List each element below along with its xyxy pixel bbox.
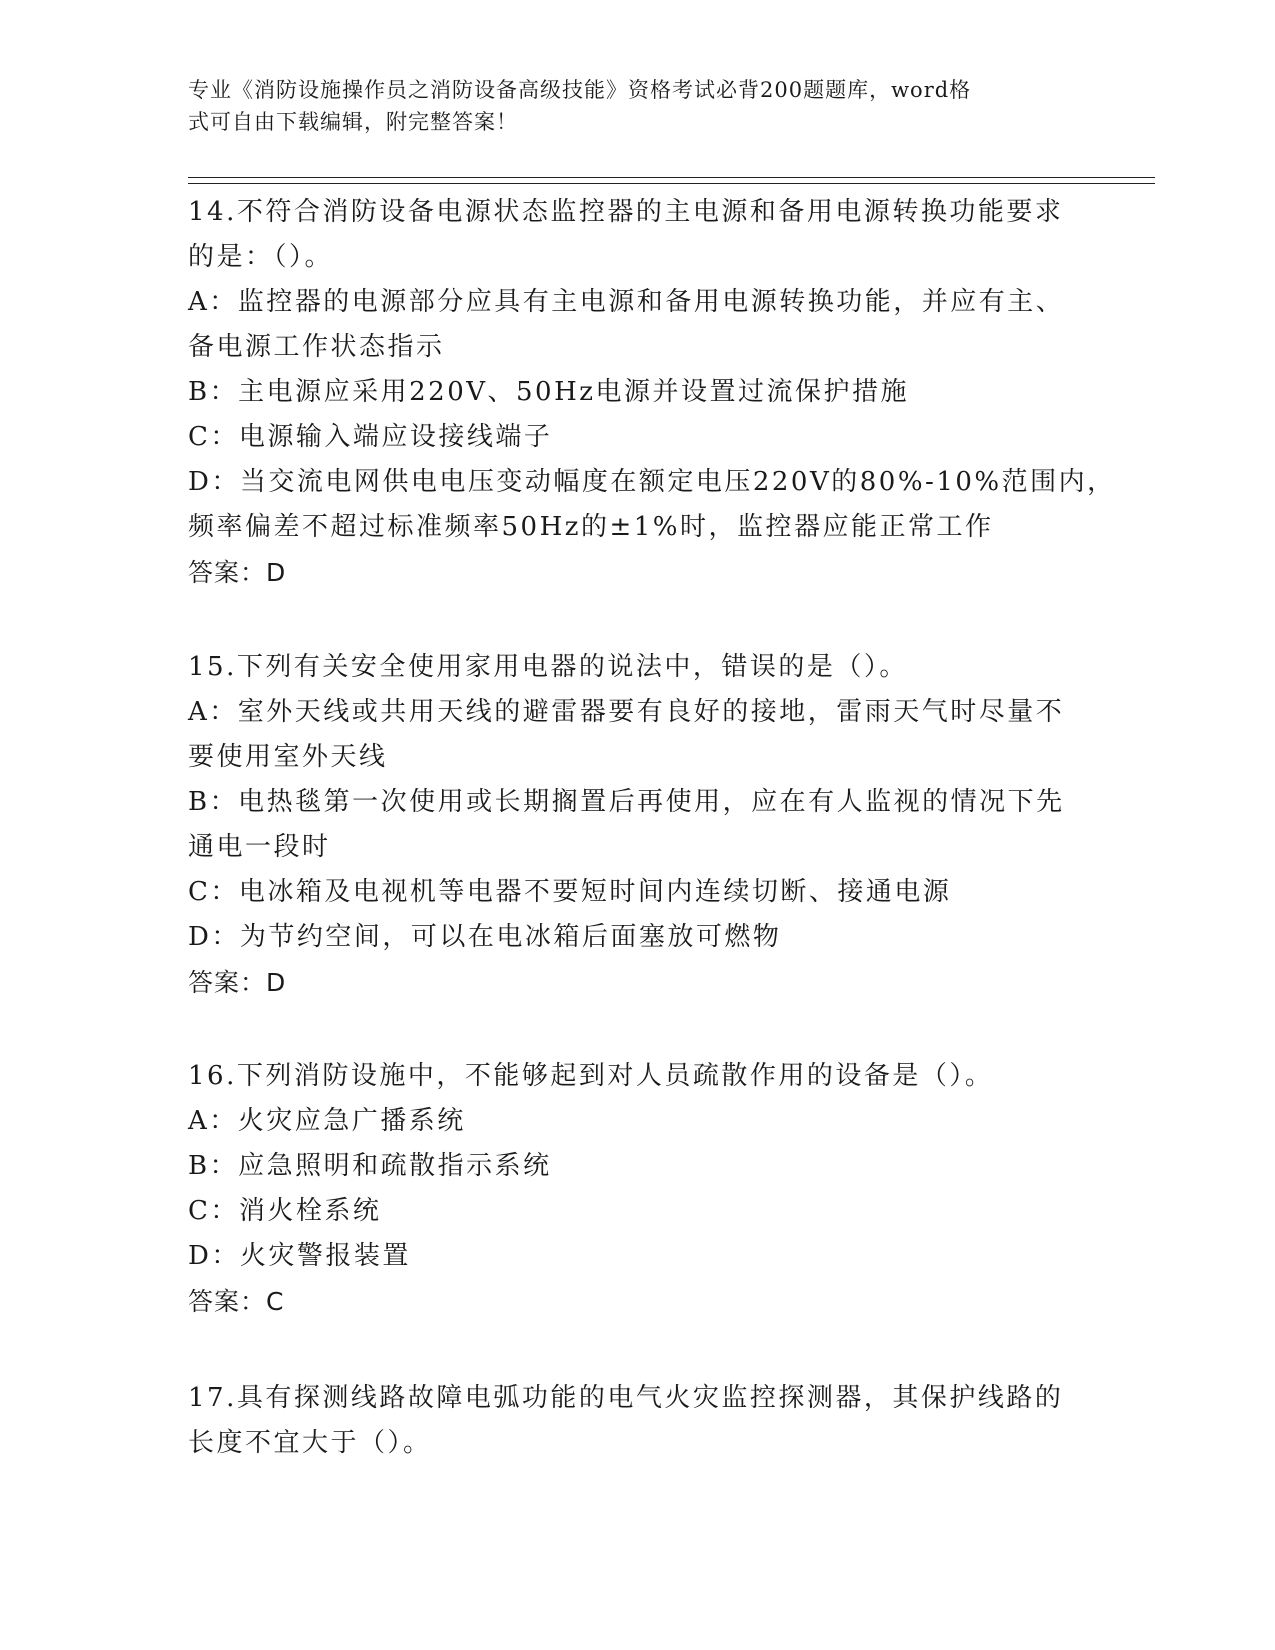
- option-b: B：主电源应采用220V、50Hz电源并设置过流保护措施: [188, 377, 909, 407]
- question-stem: 16.下列消防设施中，不能够起到对人员疏散作用的设备是（）。: [188, 1061, 994, 1091]
- header-line: 式可自由下载编辑，附完整答案！: [188, 110, 518, 134]
- option-d: D：火灾警报装置: [188, 1241, 411, 1271]
- option-d: 频率偏差不超过标准频率50Hz的±1%时，监控器应能正常工作: [188, 512, 994, 542]
- option-b: B：应急照明和疏散指示系统: [188, 1151, 552, 1181]
- option-d: D：为节约空间，可以在电冰箱后面塞放可燃物: [188, 922, 782, 952]
- option-c: C：消火栓系统: [188, 1196, 382, 1226]
- option-c: C：电源输入端应设接线端子: [188, 422, 553, 452]
- question-15: [188, 645, 1088, 1005]
- header-divider: [188, 177, 1155, 178]
- option-d: D：当交流电网供电电压变动幅度在额定电压220V的80%-10%范围内，: [188, 467, 1116, 497]
- question-16: [188, 1054, 1088, 1324]
- question-17: [188, 1376, 1088, 1466]
- question-stem: 15.下列有关安全使用家用电器的说法中，错误的是（）。: [188, 652, 908, 682]
- option-b: 通电一段时: [188, 832, 331, 862]
- option-c: C：电冰箱及电视机等电器不要短时间内连续切断、接通电源: [188, 877, 952, 907]
- answer: 答案：C: [188, 1287, 285, 1316]
- option-a: A：室外天线或共用天线的避雷器要有良好的接地，雷雨天气时尽量不: [188, 697, 1065, 727]
- question-stem: 17.具有探测线路故障电弧功能的电气火灾监控探测器，其保护线路的: [188, 1383, 1064, 1413]
- option-a: A：火灾应急广播系统: [188, 1106, 466, 1136]
- option-a: 备电源工作状态指示: [188, 332, 445, 362]
- document-header: [188, 74, 1068, 138]
- answer: 答案：D: [188, 968, 287, 997]
- option-b: B：电热毯第一次使用或长期搁置后再使用，应在有人监视的情况下先: [188, 787, 1065, 817]
- option-a: 要使用室外天线: [188, 742, 388, 772]
- option-a: A：监控器的电源部分应具有主电源和备用电源转换功能，并应有主、: [188, 287, 1065, 317]
- question-stem: 14.不符合消防设备电源状态监控器的主电源和备用电源转换功能要求: [188, 197, 1064, 227]
- header-line: 专业《消防设施操作员之消防设备高级技能》资格考试必背200题题库，word格: [188, 78, 972, 102]
- question-stem: 长度不宜大于（）。: [188, 1428, 432, 1458]
- header-divider: [188, 183, 1155, 184]
- question-stem: 的是：（）。: [188, 242, 334, 272]
- question-14: [188, 190, 1116, 595]
- answer: 答案：D: [188, 558, 287, 587]
